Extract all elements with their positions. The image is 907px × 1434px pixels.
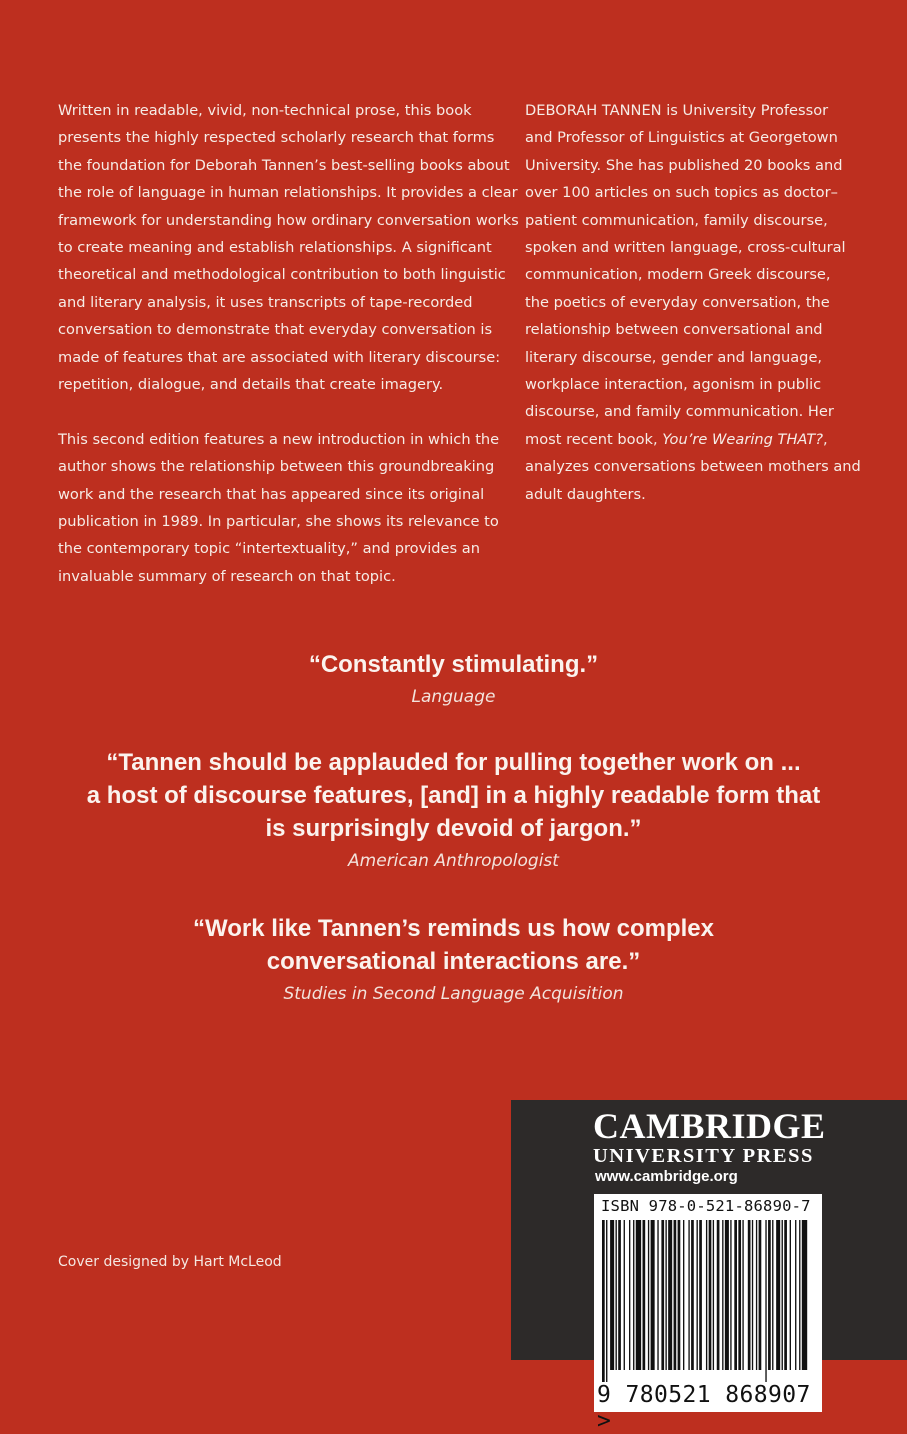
description-line: repetition, dialogue, and details that create imagery.	[58, 376, 444, 394]
barcode-bar	[683, 1220, 684, 1370]
review-quote	[0, 746, 907, 874]
bio-line: adult daughters.	[525, 485, 646, 503]
barcode-bar	[768, 1220, 771, 1370]
barcode-bar	[618, 1220, 621, 1370]
quote-text	[0, 912, 907, 978]
barcode-bar	[759, 1220, 762, 1370]
barcode-bar	[742, 1220, 743, 1370]
barcode-bar	[709, 1220, 712, 1370]
bio-recent-suffix: ,	[823, 430, 828, 448]
bio-line: communication, modern Greek discourse,	[525, 266, 831, 284]
barcode-bar	[799, 1220, 800, 1370]
cover-credit: Cover designed by Hart McLeod	[58, 1254, 282, 1270]
description-paragraph-1	[58, 97, 519, 398]
barcode-bar	[730, 1220, 731, 1370]
publisher-url[interactable]: www.cambridge.org	[595, 1168, 738, 1185]
barcode-bar	[648, 1220, 649, 1370]
description-line: invaluable summary of research on that topic.	[58, 567, 396, 585]
barcode-bar	[795, 1220, 796, 1370]
description-line: This second edition features a new introduction in which the	[58, 430, 500, 448]
barcode-bar	[738, 1220, 741, 1370]
description-line: the role of language in human relationships. It provides a clear	[58, 184, 518, 202]
barcode-bar	[784, 1220, 787, 1370]
barcode-bars	[600, 1220, 814, 1382]
barcode-bar	[734, 1220, 737, 1370]
description-line: presents the highly respected scholarly research that forms	[58, 129, 495, 147]
description-line: Written in readable, vivid, non-technical prose, this book	[58, 102, 472, 119]
bio-line: analyzes conversations between mothers and	[525, 458, 861, 476]
publisher-logo	[593, 1106, 826, 1167]
bio-line: over 100 articles on such topics as doctor–	[525, 184, 838, 202]
quote-source: Studies in Second Language Acquisition	[283, 984, 624, 1004]
publisher-box	[511, 1100, 907, 1434]
barcode-bar	[699, 1220, 702, 1370]
barcode-bar	[706, 1220, 707, 1370]
barcode-bar	[688, 1220, 689, 1370]
barcode-bar	[717, 1220, 720, 1370]
barcode-bar	[616, 1220, 617, 1370]
bio-line: patient communication, family discourse,	[525, 211, 828, 229]
barcode-bar	[722, 1220, 723, 1370]
barcode-bar	[629, 1220, 630, 1370]
barcode-digits: 9 780521 868907 >	[597, 1382, 811, 1434]
quote-source: American Anthropologist	[348, 851, 559, 871]
barcode-bar	[661, 1220, 664, 1370]
bio-line: workplace interaction, agonism in public	[525, 376, 822, 394]
barcode-bar	[782, 1220, 783, 1370]
isbn-label: ISBN 978-0-521-86890-7	[601, 1197, 811, 1215]
review-quotes	[0, 648, 907, 1037]
barcode-bar	[802, 1220, 807, 1370]
quote-line: conversational interactions are.”	[266, 948, 641, 975]
description-line: publication in 1989. In particular, she shows its relevance to	[58, 513, 499, 531]
description-line: the foundation for Deborah Tannen’s best-selling books about	[58, 156, 510, 174]
quote-line: “Work like Tannen’s reminds us how complex	[192, 915, 714, 942]
barcode-bar	[776, 1220, 780, 1370]
bio-line: and Professor of Linguistics at Georgetown	[525, 129, 838, 147]
barcode-bar	[756, 1220, 757, 1370]
barcode-bar	[668, 1220, 672, 1370]
quote-source: Language	[411, 687, 496, 707]
barcode-bar	[725, 1220, 729, 1370]
bio-line: spoken and written language, cross-cultural	[525, 239, 846, 257]
description-paragraph-2	[58, 426, 498, 590]
barcode-bar	[606, 1220, 607, 1382]
quote-text	[0, 648, 907, 681]
review-quote	[0, 912, 907, 1007]
barcode-bar	[624, 1220, 625, 1370]
quote-text	[0, 746, 907, 845]
quote-line: “Constantly stimulating.”	[308, 651, 599, 678]
description-line: framework for understanding how ordinary conversation works	[58, 211, 519, 229]
book-description	[58, 97, 519, 590]
barcode-bar	[610, 1220, 614, 1370]
description-line: conversation to demonstrate that everyday conversation is	[58, 321, 493, 339]
barcode-bar	[752, 1220, 753, 1370]
quote-line: “Tannen should be applauded for pulling together work on ...	[106, 749, 801, 776]
description-line: to create meaning and establish relationships. A significant	[58, 239, 492, 257]
publisher-name-line-1: CAMBRIDGE	[593, 1106, 826, 1146]
quote-line: a host of discourse features, [and] in a highly readable form that	[86, 782, 821, 809]
bio-line: DEBORAH TANNEN is University Professor	[525, 102, 829, 119]
bio-line: the poetics of everyday conversation, the	[525, 293, 830, 311]
bio-line: relationship between conversational and	[525, 321, 823, 339]
description-line: and literary analysis, it uses transcripts of tape-recorded	[58, 293, 473, 311]
publisher-name-line-2: UNIVERSITY PRESS	[593, 1145, 814, 1167]
author-bio	[525, 97, 861, 508]
bio-line: literary discourse, gender and language,	[525, 348, 823, 366]
barcode-bar	[636, 1220, 641, 1370]
barcode-bar	[643, 1220, 646, 1370]
barcode-bar	[633, 1220, 634, 1370]
quote-line: is surprisingly devoid of jargon.”	[265, 815, 642, 842]
bio-recent-book-line	[525, 426, 855, 453]
description-line: work and the research that has appeared since its original	[58, 485, 485, 503]
description-line: made of features that are associated with literary discourse:	[58, 348, 501, 366]
bio-recent-prefix: most recent book,	[525, 430, 658, 448]
recent-book-title: You’re Wearing THAT?	[662, 430, 824, 448]
barcode-bar	[678, 1220, 681, 1370]
barcode-bar	[748, 1220, 751, 1370]
review-quote	[0, 648, 907, 710]
bio-line: discourse, and family communication. Her	[525, 403, 834, 421]
author-bio-paragraph	[525, 97, 861, 508]
barcode	[594, 1194, 822, 1434]
barcode-bar	[697, 1220, 698, 1370]
barcode-bar	[602, 1220, 605, 1382]
barcode-bar	[651, 1220, 655, 1370]
barcode-bar	[665, 1220, 666, 1370]
barcode-bar	[674, 1220, 677, 1370]
barcode-bar	[790, 1220, 791, 1370]
barcode-bar	[657, 1220, 658, 1370]
description-line: theoretical and methodological contribution to both linguistic	[58, 266, 506, 284]
barcode-bar	[765, 1220, 766, 1382]
description-line: the contemporary topic “intertextuality,” and provides an	[58, 540, 480, 558]
description-line: author shows the relationship between this groundbreaking	[58, 458, 495, 476]
barcode-bar	[713, 1220, 714, 1370]
barcode-bar	[691, 1220, 694, 1370]
barcode-bar	[772, 1220, 773, 1370]
bio-line: University. She has published 20 books and	[525, 156, 843, 174]
